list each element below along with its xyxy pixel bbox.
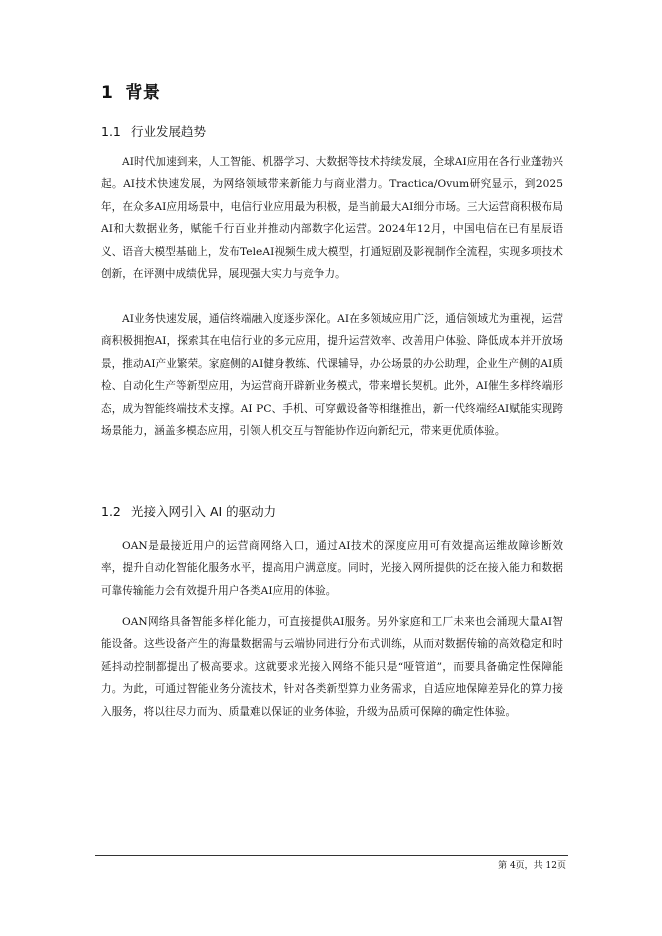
subsection-number: 1.1 — [101, 124, 121, 139]
section-heading-1 — [101, 78, 160, 103]
paragraph: OAN网络具备智能多样化能力，可直接提供AI服务。另外家庭和工厂未来也会涌现大量AI智能设备。这些设备产生的海量数据需与云端协同进行分布式训练，从而对数据传输的高效稳定和时延抖动控制都提出了极高要求。这就要求光接入网络不能只是“哑管道”，而要具备确定性保障能力。为此，可通过智能业务分流技术，针对各类新型算力业务需求，自适应地保障差异化的算力接入服务，将以往尽力而为、质量难以保证的业务体验，升级为品质可保障的确定性体验。 — [101, 616, 563, 718]
section-number: 1 — [101, 83, 114, 103]
footer-divider — [95, 855, 568, 856]
paragraph: AI时代加速到来，人工智能、机器学习、大数据等技术持续发展，全球AI应用在各行业蓬勃兴起。AI技术快速发展，为网络领域带来新能力与商业潜力。Tractica/Ovum研究显示，到2025年，在众多AI应用场景中，电信行业应用最为积极，是当前最大AI细分市场。三大运营商积极布局AI和大数据业务，赋能千行百业并推动内部数字化运营。2024年12月，中国电信在已有星辰语义、语音大模型基础上，发布TeleAI视频生成大模型，打通短剧及影视制作全流程，实现多项技术创新，在评测中成绩优异，展现强大实力与竞争力。 — [101, 156, 563, 281]
subsection-title: 光接入网引入 AI 的驱动力 — [131, 504, 277, 519]
section-title: 背景 — [125, 83, 161, 103]
paragraph: AI业务快速发展，通信终端融入度逐步深化。AI在多领域应用广泛，通信领域尤为重视，运营商积极拥抱AI，探索其在电信行业的多元应用，提升运营效率、改善用户体验、降低成本并开放场景，推动AI产业繁荣。家庭侧的AI健身教练、代课辅导，办公场景的办公助理，企业生产侧的AI质检、自动化生产等新型应用，为运营商开辟新业务模式，带来增长契机。此外，AI催生多样终端形态，成为智能终端技术支撑。AI PC、手机、可穿戴设备等相继推出，新一代终端经AI赋能实现跨场景能力，涵盖多模态应用，引领人机交互与智能协作迈向新纪元，带来更优质体验。 — [101, 313, 563, 438]
subsection-number: 1.2 — [101, 504, 121, 519]
subsection-title: 行业发展趋势 — [131, 124, 207, 139]
subsection-heading-1-1 — [101, 122, 206, 140]
subsection-heading-1-2 — [101, 502, 276, 520]
paragraph: OAN是最接近用户的运营商网络入口，通过AI技术的深度应用可有效提高运维故障诊断效率，提升自动化智能化服务水平，提高用户满意度。同时，光接入网所提供的泛在接入能力和数据可靠传输能力会有效提升用户各类AI应用的体验。 — [101, 540, 563, 597]
page-number: 第 4页，共 12页 — [498, 861, 566, 871]
